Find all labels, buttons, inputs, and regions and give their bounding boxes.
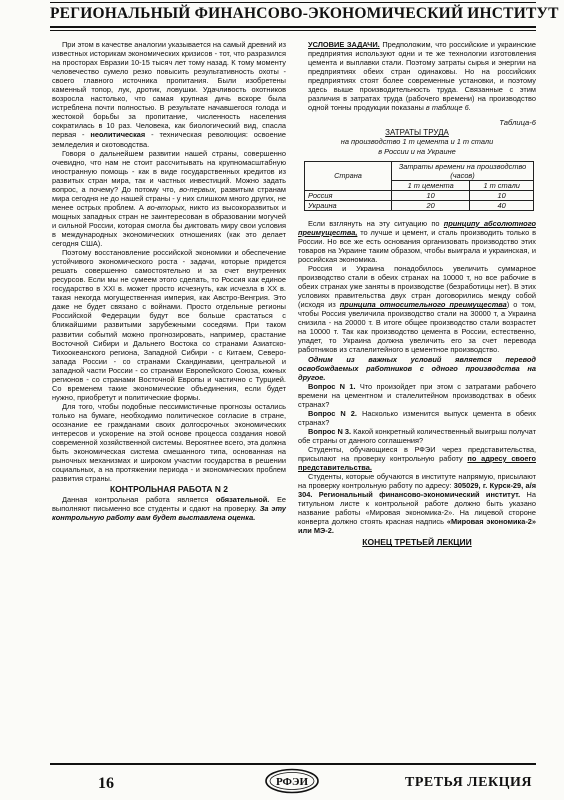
question-1: Вопрос N 1. Что произойдет при этом с затратами рабочего времени на цементном и сталелитейном производствах в обеих странах? [298,381,536,409]
paragraph: Россия и Украина понадобилось увеличить суммарное производство стали в обеих странах на 10000 т, но все рабочие в обеих странах уже заняты в производстве (безработицы нет). В этих условиях правительства двух стран договорились между собой (исходя из принципа относительного преимущества) о том, чтобы Россия увеличила производство стали на 30000 т, а Украина снизила - на 20000 т. В итоге общее производство стали возрастет на 10000 т. Так как производство цемента в России, естественно, упадет, то Украина должна увеличить его за счет перевода работников из сталелитейного в цементное производство. [298,264,536,355]
page-footer [50,763,536,797]
table-row [305,200,534,210]
table-header-cell: 1 т стали [470,180,534,190]
table-header-row [305,161,534,180]
paragraph: Для того, чтобы подобные пессимистичные прогнозы остались только на бумаге, необходимо политическое согласие в стране, осознание ее гражданами своих долгосрочных экономических интересов и ускорение на этой основе процесса создания новой современной хозяйственной системы. Вероятнее всего, эта должна быть экономическая система смешанного типа, основанная на рыночных механизмах и широком участии государства в решении социальных, а на протяжении периода - и экономических проблем развития страны. [52,401,286,484]
question-2: Вопрос N 2. Насколько изменится выпуск цемента в обеих странах? [298,408,536,427]
paragraph: Если взглянуть на эту ситуацию по принципу абсолютного преимущества, то лучше и цемент, и сталь производить только в России. Но все же есть основания организовать производство этих товаров на Украине таким образом, чтобы выиграла и украинская, и российская экономика. [298,218,536,264]
table-cell: 40 [470,200,534,210]
header-rule-bottom-thin [50,30,536,31]
page-number: 16 [98,775,114,792]
table-header-cell: Затраты времени на производство (часов) [392,161,534,180]
table-cell: 10 [392,190,470,200]
header-rule-bottom-thick [50,26,536,28]
table-header-cell: 1 т цемента [392,180,470,190]
table-cell: 10 [470,190,534,200]
labor-costs-table [304,161,534,211]
right-column [298,40,536,548]
control-work-heading: КОНТРОЛЬНАЯ РАБОТА N 2 [109,484,229,495]
paragraph: Одним из важных условий является перевод освобождаемых работников с одного производства на другое. [298,354,536,382]
table-title: ЗАТРАТЫ ТРУДА [385,128,449,138]
logo-text: РФЭИ [276,776,308,788]
paragraph: Данная контрольная работа является обязательной. Ее выполняют письменно все студенты и сдают на проверку. За эту контрольную работу вам будет выставлена оценка. [52,495,286,523]
paragraph: Студенты, обучающиеся в РФЭИ через представительства, присылают на проверку контрольную работу по адресу своего представительства. [298,444,536,473]
lecture-label: ТРЕТЬЯ ЛЕКЦИЯ [405,775,532,790]
paragraph: При этом в качестве аналогии указывается на самый древний из известных историкам экономических кризисов - тот, что разразился на просторах Евразии 10-15 тысяч лет тому назад. К тому моменту человечество сумело резко повысить результативность охоты - своего главного источника пропитания. Были изобретены каменный топор, лук, дротик, ловушки. Удачливость охотников возросла настолько, что самая крупная дичь вскоре была истреблена почти полностью. В результате начавшегося голода и жестокой борьбы за пропитание, численность населения сократилась в 10 раз. Человека, как биологический вид, спасла первая - неолитическая - техническая революция: освоение земледелия и скотоводства. [52,40,286,149]
header-title: РЕГИОНАЛЬНЫЙ ФИНАНСОВО-ЭКОНОМИЧЕСКИЙ ИНСТИТУТ [50,5,559,22]
paragraph: Говоря о дальнейшем развитии нашей страны, совершенно очевидно, что нам не стоит рассчитывать на крупномасштабную иностранную помощь - как в виде государственных кредитов из развитых стран мира, так и частных инвестиций. Можно задать вопрос, а почему? До потому что, во-первых, развитым странам мира сегодня не до нашей страны - у них слишком много других, не менее острых проблем. А во-вторых, никто из высокоразвитых и мощных западных стран не заинтересован в образовании могучей и сильной России, которая смогла бы диктовать миру свои условия в международных экономических отношениях (как это делает сегодня США). [52,148,286,249]
left-column [52,40,286,522]
end-of-lecture-label: КОНЕЦ ТРЕТЬЕЙ ЛЕКЦИИ [362,537,472,548]
table-cell: Украина [305,200,392,210]
question-3: Вопрос N 3. Какой конкретный количественный выигрыш получат обе страны от данного соглашения? [298,426,537,445]
rfei-logo-icon [264,768,320,794]
paragraph: Поэтому восстановление российской экономики и обеспечение устойчивого экономического роста - задачи, которые придется решать совершенно самостоятельно и за счет внутренних ресурсов. Если мы не сумеем этого сделать, то Россия как единое государство в XXI в. может просто исчезнуть, как исчезла в XX в. такая некогда могущественная империя, как Австро-Венгрия. Это даже не будет связано с войнами. Просто отдельные регионы Российской Федерации будут все больше срастаться с ближайшими развитыми зарубежными соседями. При таком развитии событий можно прогнозировать, например, срастание Восточной Сибири и Дальнего Востока со странами Азиатско-Тихоокеанского региона, Западной Сибири - с Китаем, Северо-запада России - со странами Скандинавии, центральной и западной части России - со странами Европейского Союза, южных регионов - со странами Восточной Европы и частично с Турцией. Со временем такие экономические объединения, если будет нужно, приобретут и политические формы. [52,248,286,402]
header-rule-top [50,2,536,3]
table-caption: Таблица-6 [499,118,536,128]
paragraph: Студенты, которые обучаются в институте напрямую, присылают на проверку контрольную работу по адресу: 305029, г. Курск-29, а/я 304. Региональный финансово-экономический институт. На титульном листе к контрольной работе должно быть указано название работы «Мировая экономика-2». На лицевой стороне конверта должно стоять красная надпись «Мировая экономика-2» или МЭ-2. [298,472,537,536]
table-cell: Россия [305,190,392,200]
table-subtitle: в России и на Украине [378,146,456,156]
institute-logo [264,768,320,794]
paragraph: УСЛОВИЕ ЗАДАЧИ. Предположим, что российские и украинские предприятия используют одни и те же технологии изготовления цемента и выплавки стали. Поэтому затраты сырья и энергии на предприятиях обеих стран одинаковы. Но на российских предприятиях стоят более современные установки, и поэтому здесь выше производительность труда. Связанные с этим различия в затратах труда (рабочего времени) на производство одной тонны продукции показаны в таблице 6. [308,40,537,113]
page-header [50,2,559,36]
table-subtitle: на производство 1 т цемента и 1 т стали [340,137,494,147]
footer-rule [50,763,536,765]
table-cell: 20 [392,200,470,210]
table-row [305,190,534,200]
table-header-cell: Страна [305,161,392,190]
task-condition-label: УСЛОВИЕ ЗАДАЧИ. [308,40,380,49]
